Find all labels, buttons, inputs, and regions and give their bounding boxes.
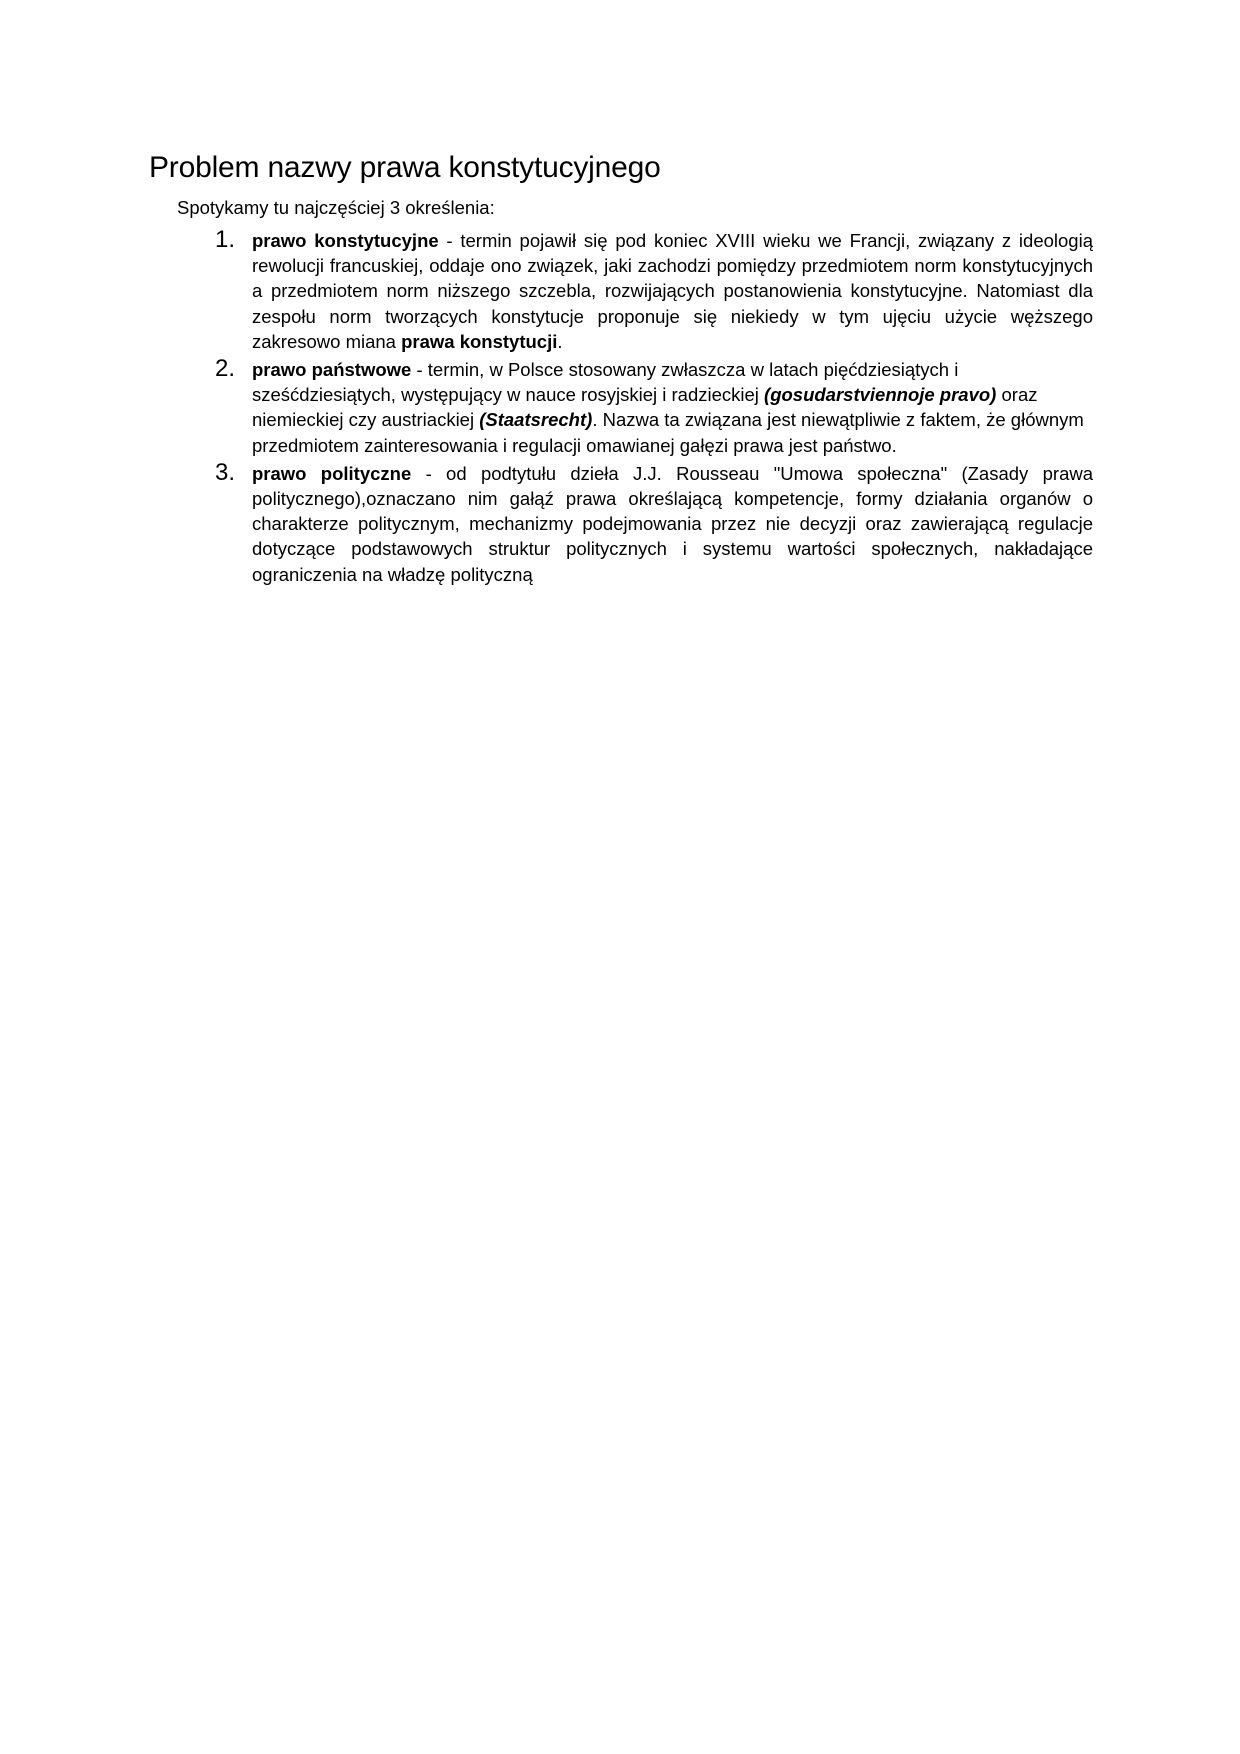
definition-text: - termin, w Polsce stosowany zwłaszcza w latach pięćdziesiątych i sześćdziesiątych, występujący w nauce rosyjskiej i radzieckiej xyxy=(252,359,959,406)
term-bold: prawo polityczne xyxy=(252,462,412,484)
foreign-term: (Staatsrecht) xyxy=(479,409,593,431)
definition-text: - od podtytułu dzieła J.J. Rousseau "Umowa społeczna" (Zasady prawa politycznego),oznaczano nim gałąź prawa określającą kompetencje, formy działania organów o charakterze politycznym, mechanizmy podejmowania przez nie decyzji oraz zawierającą regulacje dotyczące podstawowych struktur politycznych i systemu wartości społecznych, nakładające ograniczenia na władzę polityczną xyxy=(252,462,1094,585)
list-item-number: 3. xyxy=(215,458,236,486)
term-bold: prawo konstytucyjne xyxy=(252,230,439,251)
list-item-3 xyxy=(205,458,1094,587)
list-item-text xyxy=(252,461,1093,587)
definitions-list xyxy=(205,228,1093,590)
list-item-text xyxy=(252,228,1093,354)
definition-text: oraz niemieckiej czy austriackiej xyxy=(252,384,1038,431)
list-item-number: 2. xyxy=(215,355,236,383)
list-item-text xyxy=(252,357,1093,458)
list-item-number: 1. xyxy=(215,226,236,253)
term-bold: prawo państwowe xyxy=(252,359,412,381)
definition-text: . Nazwa ta związana jest niewątpliwie z faktem, że głównym przedmiotem zainteresowania i regulacji omawianej gałęzi prawa jest państwo. xyxy=(252,409,1084,456)
list-item-1 xyxy=(205,228,1093,354)
term-bold: prawa konstytucji xyxy=(401,330,558,352)
list-item-2 xyxy=(205,357,1093,458)
document-title: Problem nazwy prawa konstytucyjnego xyxy=(149,151,661,184)
definition-text: . xyxy=(557,330,563,352)
definition-text: - termin pojawił się pod koniec XVIII wieku we Francji, związany z ideologią rewolucji francuskiej, oddaje ono związek, jaki zachodzi pomiędzy przedmiotem norm konstytucyjnych a przedmiotem norm niższego szczebla, rozwijających postanowienia konstytucyjne. Natomiast dla zespołu norm tworzących konstytucje proponuje się niekiedy w tym ujęciu użycie węższego zakresowo miana xyxy=(252,230,1093,352)
foreign-term: (gosudarstviennoje pravo) xyxy=(764,384,997,406)
intro-paragraph: Spotykamy tu najczęściej 3 określenia: xyxy=(177,197,495,218)
